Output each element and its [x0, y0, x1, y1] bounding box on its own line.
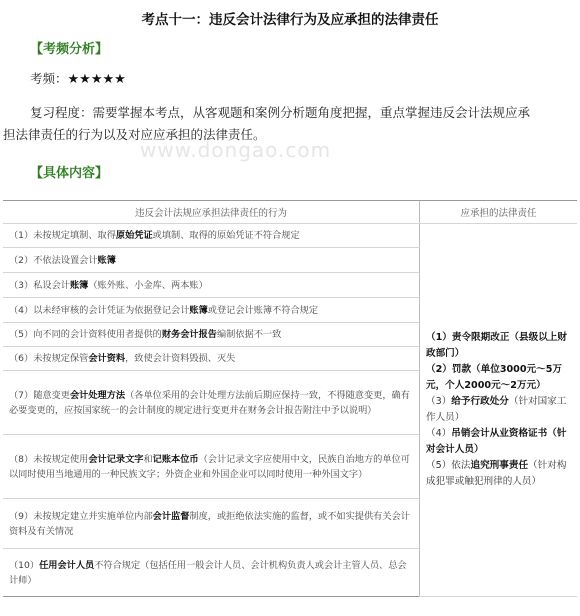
- review-line-2: 担法律责任的行为以及对应应承担的法律责任。: [3, 127, 266, 142]
- liability-table: [3, 200, 577, 597]
- liability-5: （5）依法追究刑事责任（针对构成犯罪或触犯刑律的人员）: [426, 460, 567, 487]
- section-frequency-heading: 【考频分析】: [30, 42, 109, 57]
- row-5: （5）向不同的会计资料使用者提供的财务会计报告编制依据不一致: [3, 323, 420, 347]
- watermark: www.dongao.com: [140, 138, 332, 162]
- row-10: （10）任用会计人员不符合规定（包括任用一般会计人员、会计机构负责人或会计主管人员、总会计师）: [3, 549, 420, 597]
- table-header-row: [3, 201, 577, 224]
- review-line-1: 复习程度：需要掌握本考点，从客观题和案例分析题角度把握，重点掌握违反会计法规应承: [30, 105, 531, 120]
- liability-2: （2）罚款（单位3000元～5万元，个人2000元～2万元）: [426, 364, 562, 391]
- section-content-heading: 【具体内容】: [30, 166, 109, 181]
- page-title: 考点十一：违反会计法律行为及应承担的法律责任: [141, 12, 439, 28]
- frequency-line: [30, 70, 126, 89]
- header-behavior: 违反会计法规应承担法律责任的行为: [3, 201, 420, 224]
- row-3: （3）私设会计账簿（账外账、小金库、两本账）: [3, 273, 420, 298]
- liability-3: （3）给予行政处分（针对国家工作人员）: [426, 396, 567, 423]
- liability-cell: [420, 224, 578, 597]
- row-1: （1）未按规定填制、取得原始凭证或填制、取得的原始凭证不符合规定: [3, 224, 420, 248]
- row-8: （8）未按规定使用会计记录文字和记账本位币（会计记录文字应使用中文，民族自治地方的单位可以同时使用当地通用的一种民族文字；外资企业和外国企业可以同时使用一种外国文字）: [3, 435, 420, 499]
- liability-1: （1）责令限期改正（县级以上财政部门）: [426, 332, 567, 359]
- row-9: （9）未按规定建立并实施单位内部会计监督制度，或拒绝依法实施的监督，或不如实提供有关会计资料及有关情况: [3, 499, 420, 549]
- frequency-label: 考频：: [30, 71, 68, 86]
- liability-4: （4）吊销会计从业资格证书（针对会计人员）: [426, 428, 567, 455]
- table-row: [3, 224, 577, 248]
- row-7: （7）随意变更会计处理方法（各单位采用的会计处理方法前后期应保持一致，不得随意变更，确有必要变更的，应按国家统一的会计制度的规定进行变更并在财务会计报告附注中予以说明）: [3, 371, 420, 435]
- row-4: （4）以未经审核的会计凭证为依据登记会计账簿或登记会计账簿不符合规定: [3, 298, 420, 323]
- row-6: （6）未按规定保管会计资料，致使会计资料毁损、灭失: [3, 347, 420, 371]
- header-liability: 应承担的法律责任: [420, 201, 578, 224]
- frequency-stars: ★★★★★: [67, 72, 126, 87]
- row-2: （2）不依法设置会计账簿: [3, 248, 420, 273]
